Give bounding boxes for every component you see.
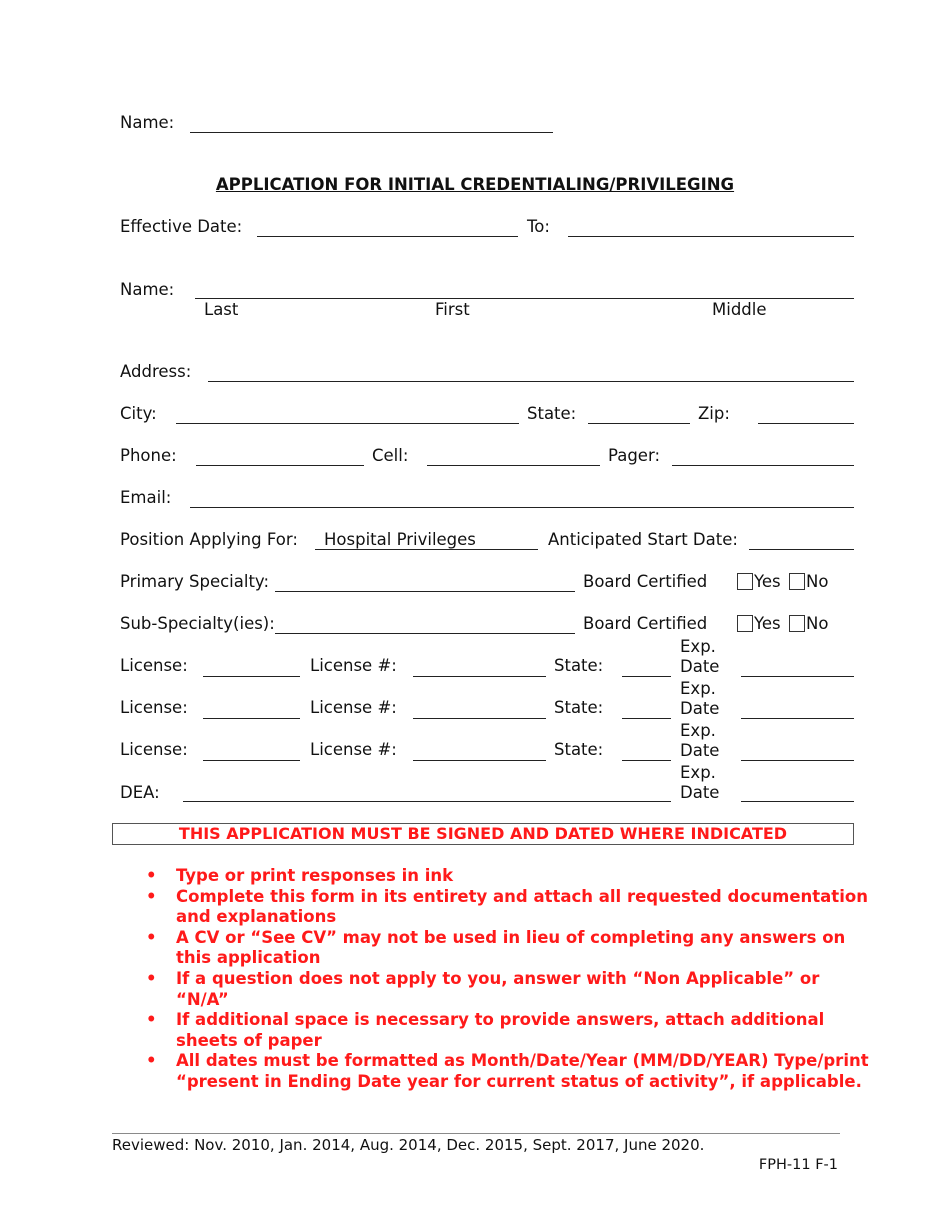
license-number-input[interactable] — [413, 760, 546, 761]
header-name-label: Name: — [120, 113, 175, 132]
license-state-label: State: — [554, 698, 604, 717]
address-label: Address: — [120, 362, 192, 381]
phone-label: Phone: — [120, 446, 177, 465]
license-exp-date-input[interactable] — [741, 676, 854, 677]
dea-label: DEA: — [120, 783, 160, 802]
sub-yes-checkbox[interactable] — [737, 615, 753, 632]
name-label: Name: — [120, 280, 175, 299]
exp-label: Exp. — [680, 721, 716, 740]
dea-exp-label: Exp. — [680, 763, 716, 782]
effective-date-label: Effective Date: — [120, 217, 243, 236]
primary-no-label: No — [806, 572, 829, 591]
dea-number-input[interactable] — [183, 801, 671, 802]
dea-date-label: Date — [680, 783, 720, 802]
license-label: License: — [120, 740, 188, 759]
form-title: APPLICATION FOR INITIAL CREDENTIALING/PRIVILEGING — [215, 175, 735, 194]
position-input[interactable] — [315, 549, 538, 550]
start-date-label: Anticipated Start Date: — [548, 530, 738, 549]
position-label: Position Applying For: — [120, 530, 298, 549]
primary-yes-label: Yes — [754, 572, 781, 591]
to-label: To: — [527, 217, 550, 236]
license-state-label: State: — [554, 656, 604, 675]
license-number-input[interactable] — [413, 676, 546, 677]
instruction-item: • If a question does not apply to you, answer with “Non Applicable” or “N/A” — [176, 969, 876, 1010]
sub-yes-label: Yes — [754, 614, 781, 633]
exp-label: Exp. — [680, 679, 716, 698]
license-exp-date-input[interactable] — [741, 718, 854, 719]
effective-date-input[interactable] — [257, 236, 518, 237]
pager-label: Pager: — [608, 446, 660, 465]
license-exp-date-input[interactable] — [741, 760, 854, 761]
header-name-input[interactable] — [190, 132, 553, 133]
date-label: Date — [680, 699, 720, 718]
reviewed-dates: Reviewed: Nov. 2010, Jan. 2014, Aug. 2014, Dec. 2015, Sept. 2017, June 2020. — [112, 1136, 705, 1154]
license-number-label: License #: — [310, 656, 397, 675]
instruction-item: • Type or print responses in ink — [176, 866, 876, 887]
position-value: Hospital Privileges — [324, 530, 476, 549]
email-input[interactable] — [190, 507, 854, 508]
state-input[interactable] — [588, 423, 690, 424]
primary-yes-checkbox[interactable] — [737, 573, 753, 590]
license-number-input[interactable] — [413, 718, 546, 719]
zip-label: Zip: — [698, 404, 730, 423]
start-date-input[interactable] — [749, 549, 854, 550]
sub-specialty-label: Sub-Specialty(ies): — [120, 614, 275, 633]
form-number: FPH-11 F-1 — [758, 1157, 838, 1173]
license-number-label: License #: — [310, 740, 397, 759]
primary-specialty-label: Primary Specialty: — [120, 572, 270, 591]
middle-name-caption: Middle — [712, 300, 767, 319]
exp-label: Exp. — [680, 637, 716, 656]
sub-board-certified-label: Board Certified — [583, 614, 708, 633]
license-state-input[interactable] — [622, 760, 671, 761]
phone-input[interactable] — [196, 465, 364, 466]
primary-no-checkbox[interactable] — [789, 573, 805, 590]
pager-input[interactable] — [672, 465, 854, 466]
primary-specialty-input[interactable] — [275, 591, 575, 592]
license-label: License: — [120, 656, 188, 675]
license-state-input[interactable] — [622, 718, 671, 719]
state-label: State: — [527, 404, 577, 423]
signature-warning-banner: THIS APPLICATION MUST BE SIGNED AND DATED WHERE INDICATED — [112, 823, 854, 845]
instruction-item: • If additional space is necessary to provide answers, attach additional sheets of paper — [176, 1010, 876, 1051]
board-certified-label: Board Certified — [583, 572, 708, 591]
cell-label: Cell: — [372, 446, 409, 465]
address-input[interactable] — [208, 381, 854, 382]
zip-input[interactable] — [758, 423, 854, 424]
sub-specialty-input[interactable] — [275, 633, 575, 634]
license-state-label: State: — [554, 740, 604, 759]
cell-input[interactable] — [427, 465, 600, 466]
city-label: City: — [120, 404, 157, 423]
instructions-list — [176, 866, 876, 1093]
license-type-input[interactable] — [203, 760, 300, 761]
date-label: Date — [680, 657, 720, 676]
date-label: Date — [680, 741, 720, 760]
instruction-item: • All dates must be formatted as Month/Date/Year (MM/DD/YEAR) Type/print “present in Ending Date year for current status of activity”, if applicable. — [176, 1051, 876, 1092]
first-name-caption: First — [435, 300, 470, 319]
last-name-caption: Last — [204, 300, 239, 319]
city-input[interactable] — [176, 423, 519, 424]
to-date-input[interactable] — [568, 236, 854, 237]
license-label: License: — [120, 698, 188, 717]
license-type-input[interactable] — [203, 676, 300, 677]
license-type-input[interactable] — [203, 718, 300, 719]
email-label: Email: — [120, 488, 172, 507]
full-name-input[interactable] — [195, 298, 854, 299]
sub-no-label: No — [806, 614, 829, 633]
license-state-input[interactable] — [622, 676, 671, 677]
instruction-item: • Complete this form in its entirety and attach all requested documentation and explanations — [176, 887, 876, 928]
instruction-item: • A CV or “See CV” may not be used in lieu of completing any answers on this application — [176, 928, 876, 969]
sub-no-checkbox[interactable] — [789, 615, 805, 632]
footer-divider — [112, 1133, 840, 1134]
dea-exp-date-input[interactable] — [741, 801, 854, 802]
license-number-label: License #: — [310, 698, 397, 717]
